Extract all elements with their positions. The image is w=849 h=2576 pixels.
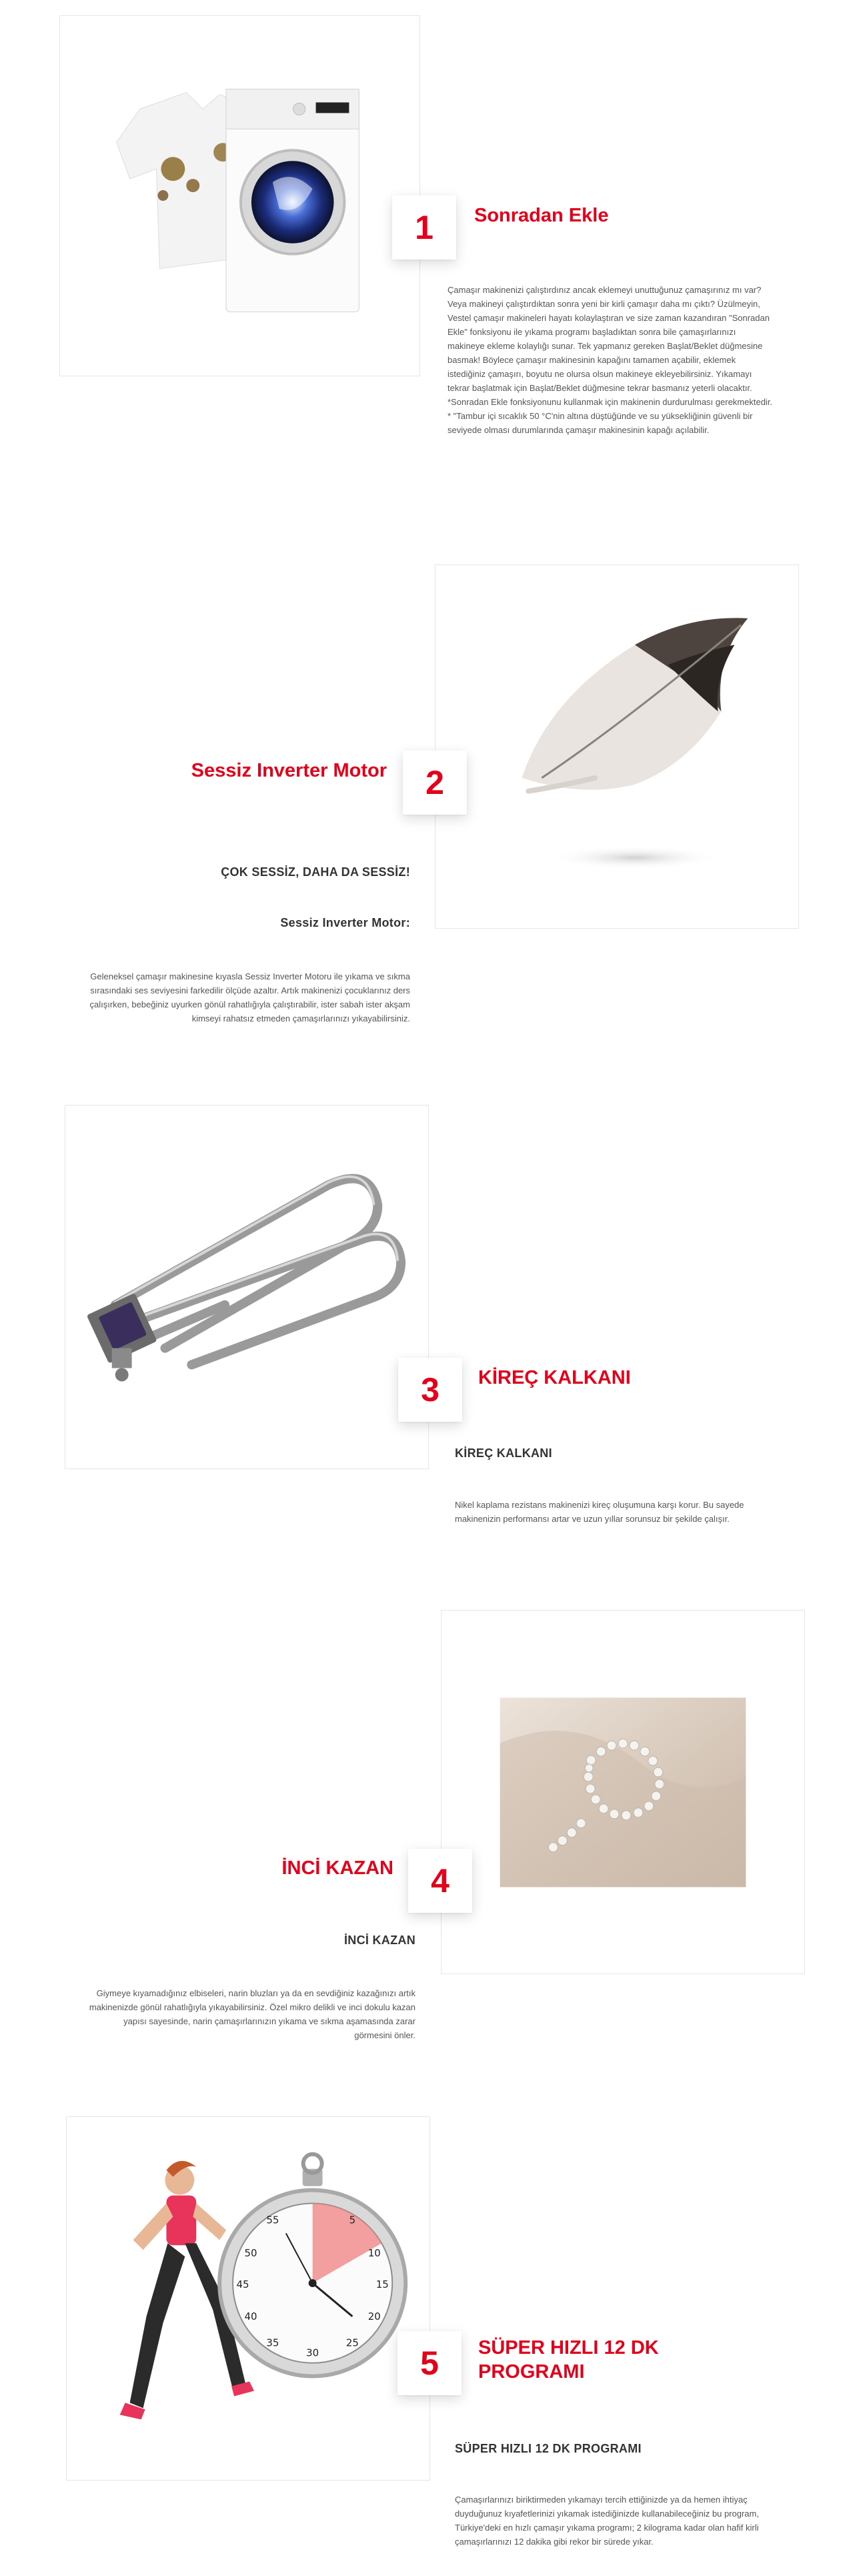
stopwatch-label: 55: [266, 2214, 279, 2226]
heating-element-icon: [65, 1106, 428, 1468]
feature-1-description: [448, 283, 774, 437]
feature-3-description: [455, 1498, 775, 1526]
feature-3-subtitle: KİREÇ KALKANI: [455, 1446, 552, 1460]
stopwatch-label: 50: [244, 2247, 257, 2260]
feature-2-image: [435, 564, 799, 929]
runner-stopwatch-icon: [67, 2117, 430, 2480]
feature-3-number: 3: [398, 1358, 462, 1422]
feature-5-image: [66, 2116, 430, 2481]
stopwatch-label: 35: [266, 2336, 279, 2349]
feather-icon: [436, 565, 798, 928]
feature-1-number: 1: [392, 195, 456, 260]
stopwatch-label: 5: [349, 2214, 356, 2226]
feature-5-title: SÜPER HIZLI 12 DK PROGRAMI: [478, 2337, 659, 2383]
feature-3-paragraph: Nikel kaplama rezistans makinenizi kireç oluşumuna karşı korur. Bu sayede makinenizin performansı artar ve uzun yıllar sorunsuz bir şekilde çalışır.: [455, 1500, 744, 1524]
feature-2-subtitle-2: Sessiz Inverter Motor:: [280, 916, 410, 929]
feature-3-image: [65, 1105, 429, 1469]
feature-4-subtitle: İNCİ KAZAN: [344, 1934, 415, 1947]
feature-4-number: 4: [408, 1849, 472, 1913]
stopwatch-label: 40: [244, 2310, 257, 2322]
feature-1-paragraph: Çamaşır makinenizi çalıştırdınız ancak eklemeyi unuttuğunuz çamaşırınız mı var? Veya makineyi çalıştırdıktan sonra yeni bir kirli çamaşır daha mı çıktı? Üzülmeyin, Vestel çamaşır makineleri hayatı kolaylaştıran ve size zaman kazandıran "Sonradan Ekle" fonksiyonu ile yıkama programı başladıktan sonra bile çamaşırlarınızı makineye ekleme kolaylığı sunar. Tek yapmanız gereken Başlat/Beklet düğmesine basmak! Böylece çamaşır makinesinin kapağını tamamen açabilir, eklemek istediğiniz çamaşırı, boyutu ne olursa olsun makineye ekleyebilirsiniz. Yıkamayı tekrar başlatmak için Başlat/Beklet düğmesine tekrar basmanız yeterli olacaktır.: [448, 285, 770, 393]
feature-4-paragraph: Giymeye kıyamadığınız elbiseleri, narin bluzları ya da en sevdiğiniz kazağınızı artık makinenizde gönül rahatlığıyla yıkayabilirsiniz. Özel mikro delikli ve inci dokulu kazan yapısı sayesinde, narin çamaşırlarınızın yıkama ve sıkma aşamasında zarar görmesini önler.: [89, 1988, 415, 2040]
feature-1-image: [59, 15, 420, 376]
feature-2-title: Sessiz Inverter Motor: [191, 760, 387, 781]
feature-2-number: 2: [403, 751, 467, 815]
feature-2-subtitle: ÇOK SESSİZ, DAHA DA SESSİZ!: [221, 865, 410, 879]
feature-5-paragraph: Çamaşırlarınızı biriktirmeden yıkamayı tercih ettiğinizde ya da hemen ihtiyaç duyduğunuz kıyafetlerinizi yıkamak istediğinizde kullanabileceğiniz bu program, Türkiye'deki en hızlı çamaşır yıkama programı; 2 kilograma kadar olan hafif kirli çamaşırlarınızı 12 dakika gibi rekor bir sürede yıkar.: [455, 2495, 759, 2547]
feature-3-title: KİREÇ KALKANI: [478, 1367, 631, 1388]
feature-5-number: 5: [397, 2331, 462, 2395]
stopwatch-label: 20: [367, 2310, 381, 2322]
pearl-necklace-icon: [442, 1611, 804, 1974]
feature-1-note: *Sonradan Ekle fonksiyonunu kullanmak için makinenin durdurulması gerekmektedir.: [448, 397, 773, 407]
stopwatch-icon: [219, 2154, 405, 2377]
feature-4-description: [89, 1986, 415, 2042]
feature-4-title: İNCİ KAZAN: [281, 1857, 393, 1879]
stopwatch-label: 10: [367, 2247, 381, 2260]
stopwatch-label: 25: [345, 2336, 359, 2349]
feature-1-note: * "Tambur içi sıcaklık 50 °C'nin altına düştüğünde ve su yüksekliğinin güvenli bir seviyede olması durumlarında çamaşır makinesinin kapağı açılabilir.: [448, 411, 753, 435]
stopwatch-label: 30: [306, 2346, 319, 2359]
stopwatch-label: 15: [375, 2278, 389, 2291]
feature-2-paragraph: Geleneksel çamaşır makinesine kıyasla Sessiz Inverter Motoru ile yıkama ve sıkma sırasındaki ses seviyesini farkedilir ölçüde azaltır. Artık makinenizi çocuklarınız ders çalışırken, bebeğiniz uyurken gönül rahatlığıyla çalıştırabilir, ister sabah ister akşam kimseyi rahatsız etmeden çamaşırlarınızı yıkayabilirsiniz.: [89, 971, 410, 1023]
feature-5-subtitle: SÜPER HIZLI 12 DK PROGRAMI: [455, 2442, 642, 2455]
feature-1-title: Sonradan Ekle: [474, 205, 609, 226]
stopwatch-label: 45: [236, 2278, 249, 2291]
feature-2-description: [87, 969, 410, 1025]
feature-4-image: [441, 1610, 805, 1974]
feature-5-description: [455, 2493, 782, 2549]
washing-machine-icon: [60, 16, 419, 376]
